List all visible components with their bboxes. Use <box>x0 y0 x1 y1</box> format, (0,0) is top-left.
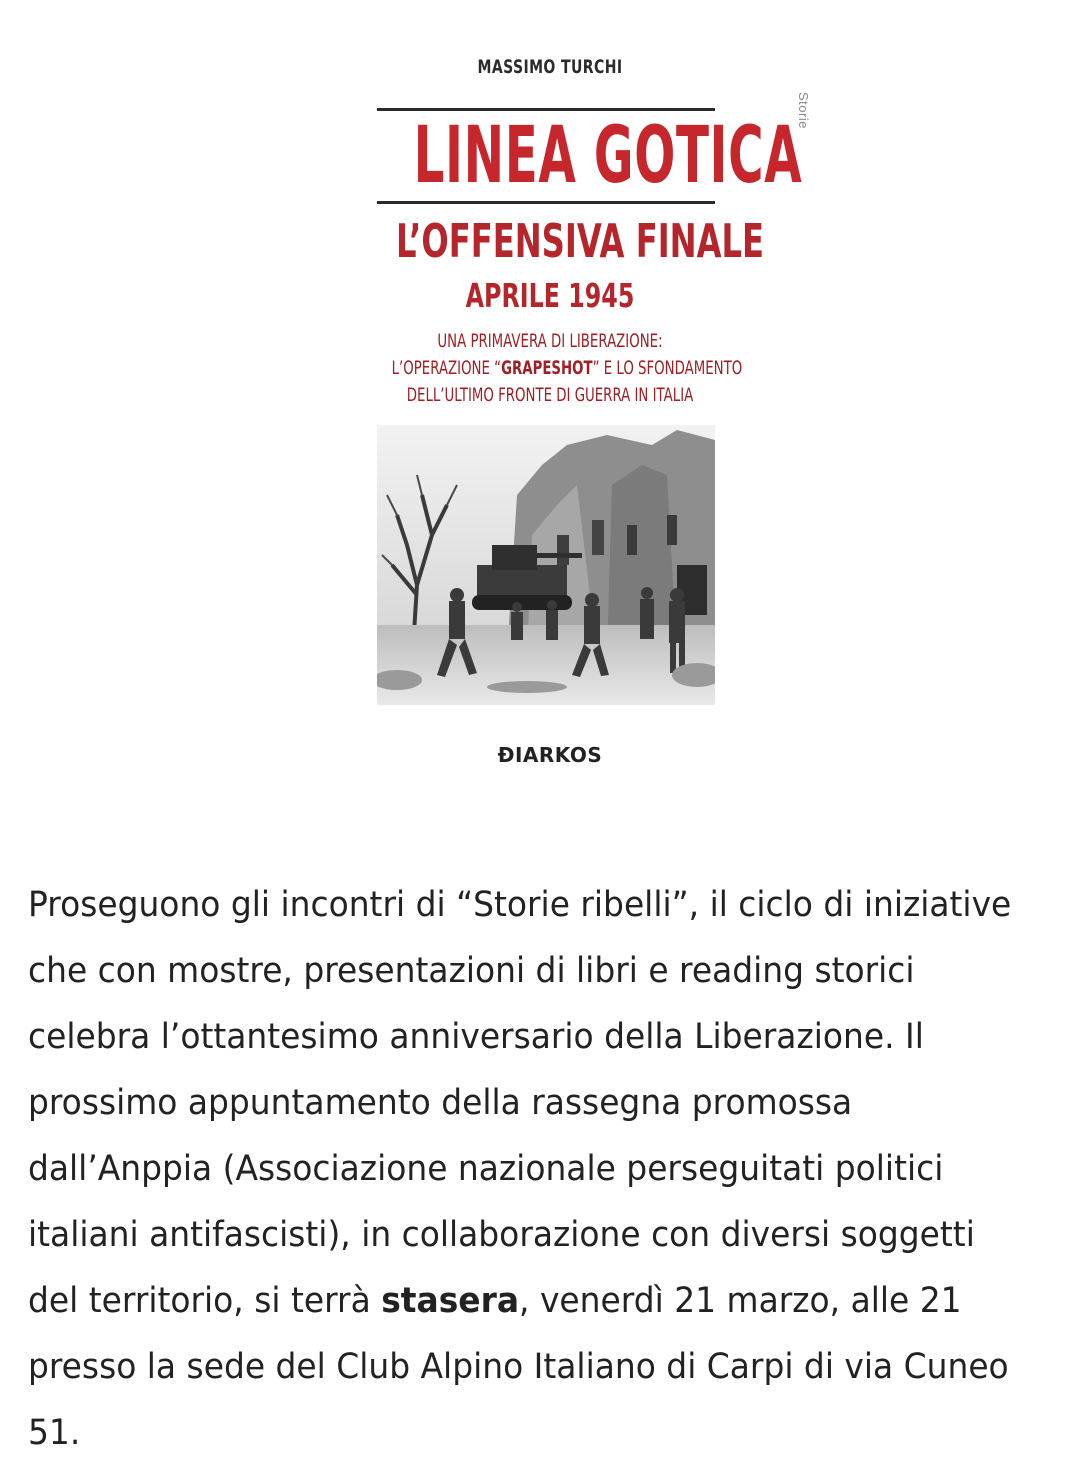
book-cover-image <box>330 30 811 810</box>
article-line: presso la sede del Club Alpino Italiano di Carpi di via Cuneo <box>28 1347 1009 1387</box>
tagline-line-2 <box>391 355 743 382</box>
tagline-line-3: DELL’ULTIMO FRONTE DI GUERRA IN ITALIA <box>406 385 694 406</box>
war-photo-illustration <box>377 425 715 705</box>
article-line: dall’Anppia (Associazione nazionale perseguitati politici <box>28 1149 944 1189</box>
book-date: APRILE 1945 <box>465 276 635 315</box>
article-highlight-stasera: stasera <box>381 1281 520 1321</box>
publisher-logo: ÐIARKOS <box>497 743 603 767</box>
article-line: italiani antifascisti), in collaborazione con diversi soggetti <box>28 1215 975 1255</box>
tagline-line-2-post: ” E LO SFONDAMENTO <box>592 358 743 379</box>
book-tagline <box>391 328 743 409</box>
article-line: prossimo appuntamento della rassegna promossa <box>28 1083 853 1123</box>
title-rule-bottom <box>377 201 715 204</box>
tagline-line-2-pre: L’OPERAZIONE “ <box>391 358 502 379</box>
article-body <box>28 872 1052 1466</box>
book-subtitle: L’OFFENSIVA FINALE <box>396 214 765 268</box>
article-line: Proseguono gli incontri di “Storie ribelli”, il ciclo di iniziative <box>28 885 1012 925</box>
tagline-operation-name: GRAPESHOT <box>501 358 593 379</box>
war-photo-image <box>377 425 715 705</box>
article-line <box>28 1268 991 1334</box>
article-line: che con mostre, presentazioni di libri e reading storici <box>28 951 915 991</box>
article-line-7-pre: del territorio, si terrà <box>28 1281 382 1321</box>
article-line: 51. <box>28 1413 81 1453</box>
tagline-line-1: UNA PRIMAVERA DI LIBERAZIONE: <box>437 331 663 352</box>
article-line: celebra l’ottantesimo anniversario della Liberazione. Il <box>28 1017 924 1057</box>
book-title: LINEA GOTICA <box>413 111 803 201</box>
article-line-7-post: , venerdì 21 marzo, alle 21 <box>519 1281 962 1321</box>
book-author: MASSIMO TURCHI <box>477 56 623 78</box>
series-label: Storie <box>796 92 811 129</box>
